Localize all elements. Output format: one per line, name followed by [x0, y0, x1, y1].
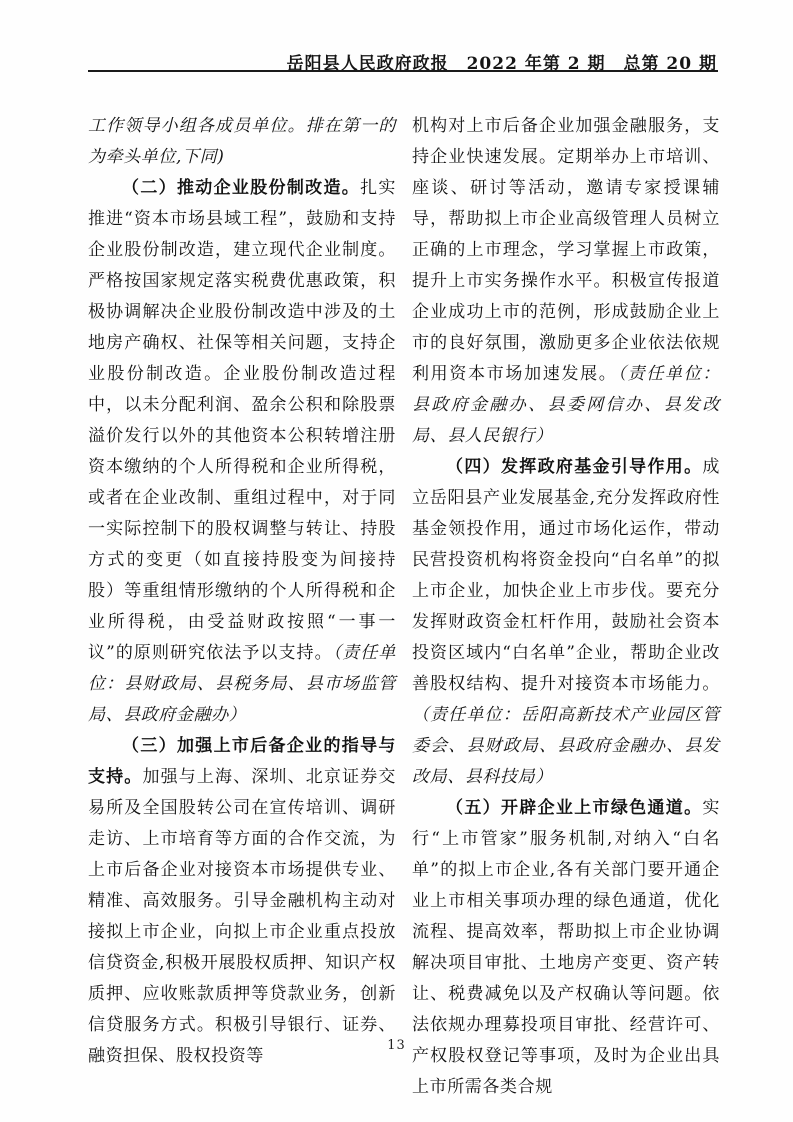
paragraph: [88, 111, 396, 173]
body-text: 成立岳阳县产业发展基金,充分发挥政府性基金领投作用，通过市场化运作，带动民营投资机构将资金投向“白名单”的拟上市企业，加快企业上市步伐。要充分发挥财政资金杠杆作用，鼓励社会资本投资区域内“白名单”企业，帮助企业改善股权结构、提升对接资本市场能力。: [412, 457, 720, 694]
responsibility-note: 工作领导小组各成员单位。排在第一的为牵头单位,下同): [88, 116, 396, 167]
responsibility-note: （责任单位：县政府金融办、县委网信办、县发改局、县人民银行）: [412, 364, 720, 446]
section-heading: （四）发挥政府基金引导作用。: [446, 457, 703, 477]
header-rule: [88, 70, 718, 72]
paragraph: [88, 731, 396, 1072]
section-heading: （二）推动企业股份制改造。: [122, 178, 361, 198]
text-columns: [88, 111, 719, 1103]
column-right: [412, 111, 720, 1103]
paragraph: [412, 452, 720, 793]
body-text: 实行“上市管家”服务机制,对纳入“白名单”的拟上市企业,各有关部门要开通企业上市相关事项办理的绿色通道，优化流程、提高效率，帮助拟上市企业协调解决项目审批、土地房产变更、资产转让、税费减免以及产权确认等问题。依法依规办理募投项目审批、经营许可、产权股权登记等事项，及时为企业出具上市所需各类合规: [412, 798, 720, 1097]
page-number: 13: [387, 1038, 406, 1053]
responsibility-note: （责任单位：岳阳高新技术产业园区管委会、县财政局、县政府金融办、县发改局、县科技局）: [412, 705, 720, 787]
paragraph: [412, 793, 720, 1103]
section-heading: （五）开辟企业上市绿色通道。: [446, 798, 703, 818]
body-text: 机构对上市后备企业加强金融服务，支持企业快速发展。定期举办上市培训、座谈、研讨等活动，邀请专家授课辅导，帮助拟上市企业高级管理人员树立正确的上市理念，学习掌握上市政策，提升上市实务操作水平。积极宣传报道企业成功上市的范例，形成鼓励企业上市的良好氛围，激励更多企业依法依规利用资本市场加速发展。: [412, 116, 720, 384]
responsibility-note: （责任单位：县财政局、县税务局、县市场监管局、县政府金融办）: [88, 643, 396, 725]
body-text: 加强与上海、深圳、北京证券交易所及全国股转公司在宣传培训、调研走访、上市培育等方面的合作交流，为上市后备企业对接资本市场提供专业、精准、高效服务。引导金融机构主动对接拟上市企业，向拟上市企业重点投放信贷资金,积极开展股权质押、知识产权质押、应收账款质押等贷款业务，创新信贷服务方式。积极引导银行、证券、融资担保、股权投资等: [88, 767, 396, 1066]
paragraph: [88, 173, 396, 731]
body-text: 扎实推进“资本市场县域工程”，鼓励和支持企业股份制改造，建立现代企业制度。严格按国家规定落实税费优惠政策，积极协调解决企业股份制改造中涉及的土地房产确权、社保等相关问题，支持企业股份制改造。企业股份制改造过程中，以未分配利润、盈余公积和除股票溢价发行以外的其他资本公积转增注册资本缴纳的个人所得税和企业所得税，或者在企业改制、重组过程中，对于同一实际控制下的股权调整与转让、持股方式的变更（如直接持股变为间接持股）等重组情形缴纳的个人所得税和企业所得税，由受益财政按照“一事一议”的原则研究依法予以支持。: [88, 178, 396, 663]
gazette-header-title: 岳阳县人民政府政报 2022 年第 2 期 总第 20 期: [286, 54, 717, 74]
paragraph: [412, 111, 720, 452]
column-left: [88, 111, 396, 1103]
section-heading: （三）加强上市后备企业的指导与支持。: [88, 736, 396, 787]
